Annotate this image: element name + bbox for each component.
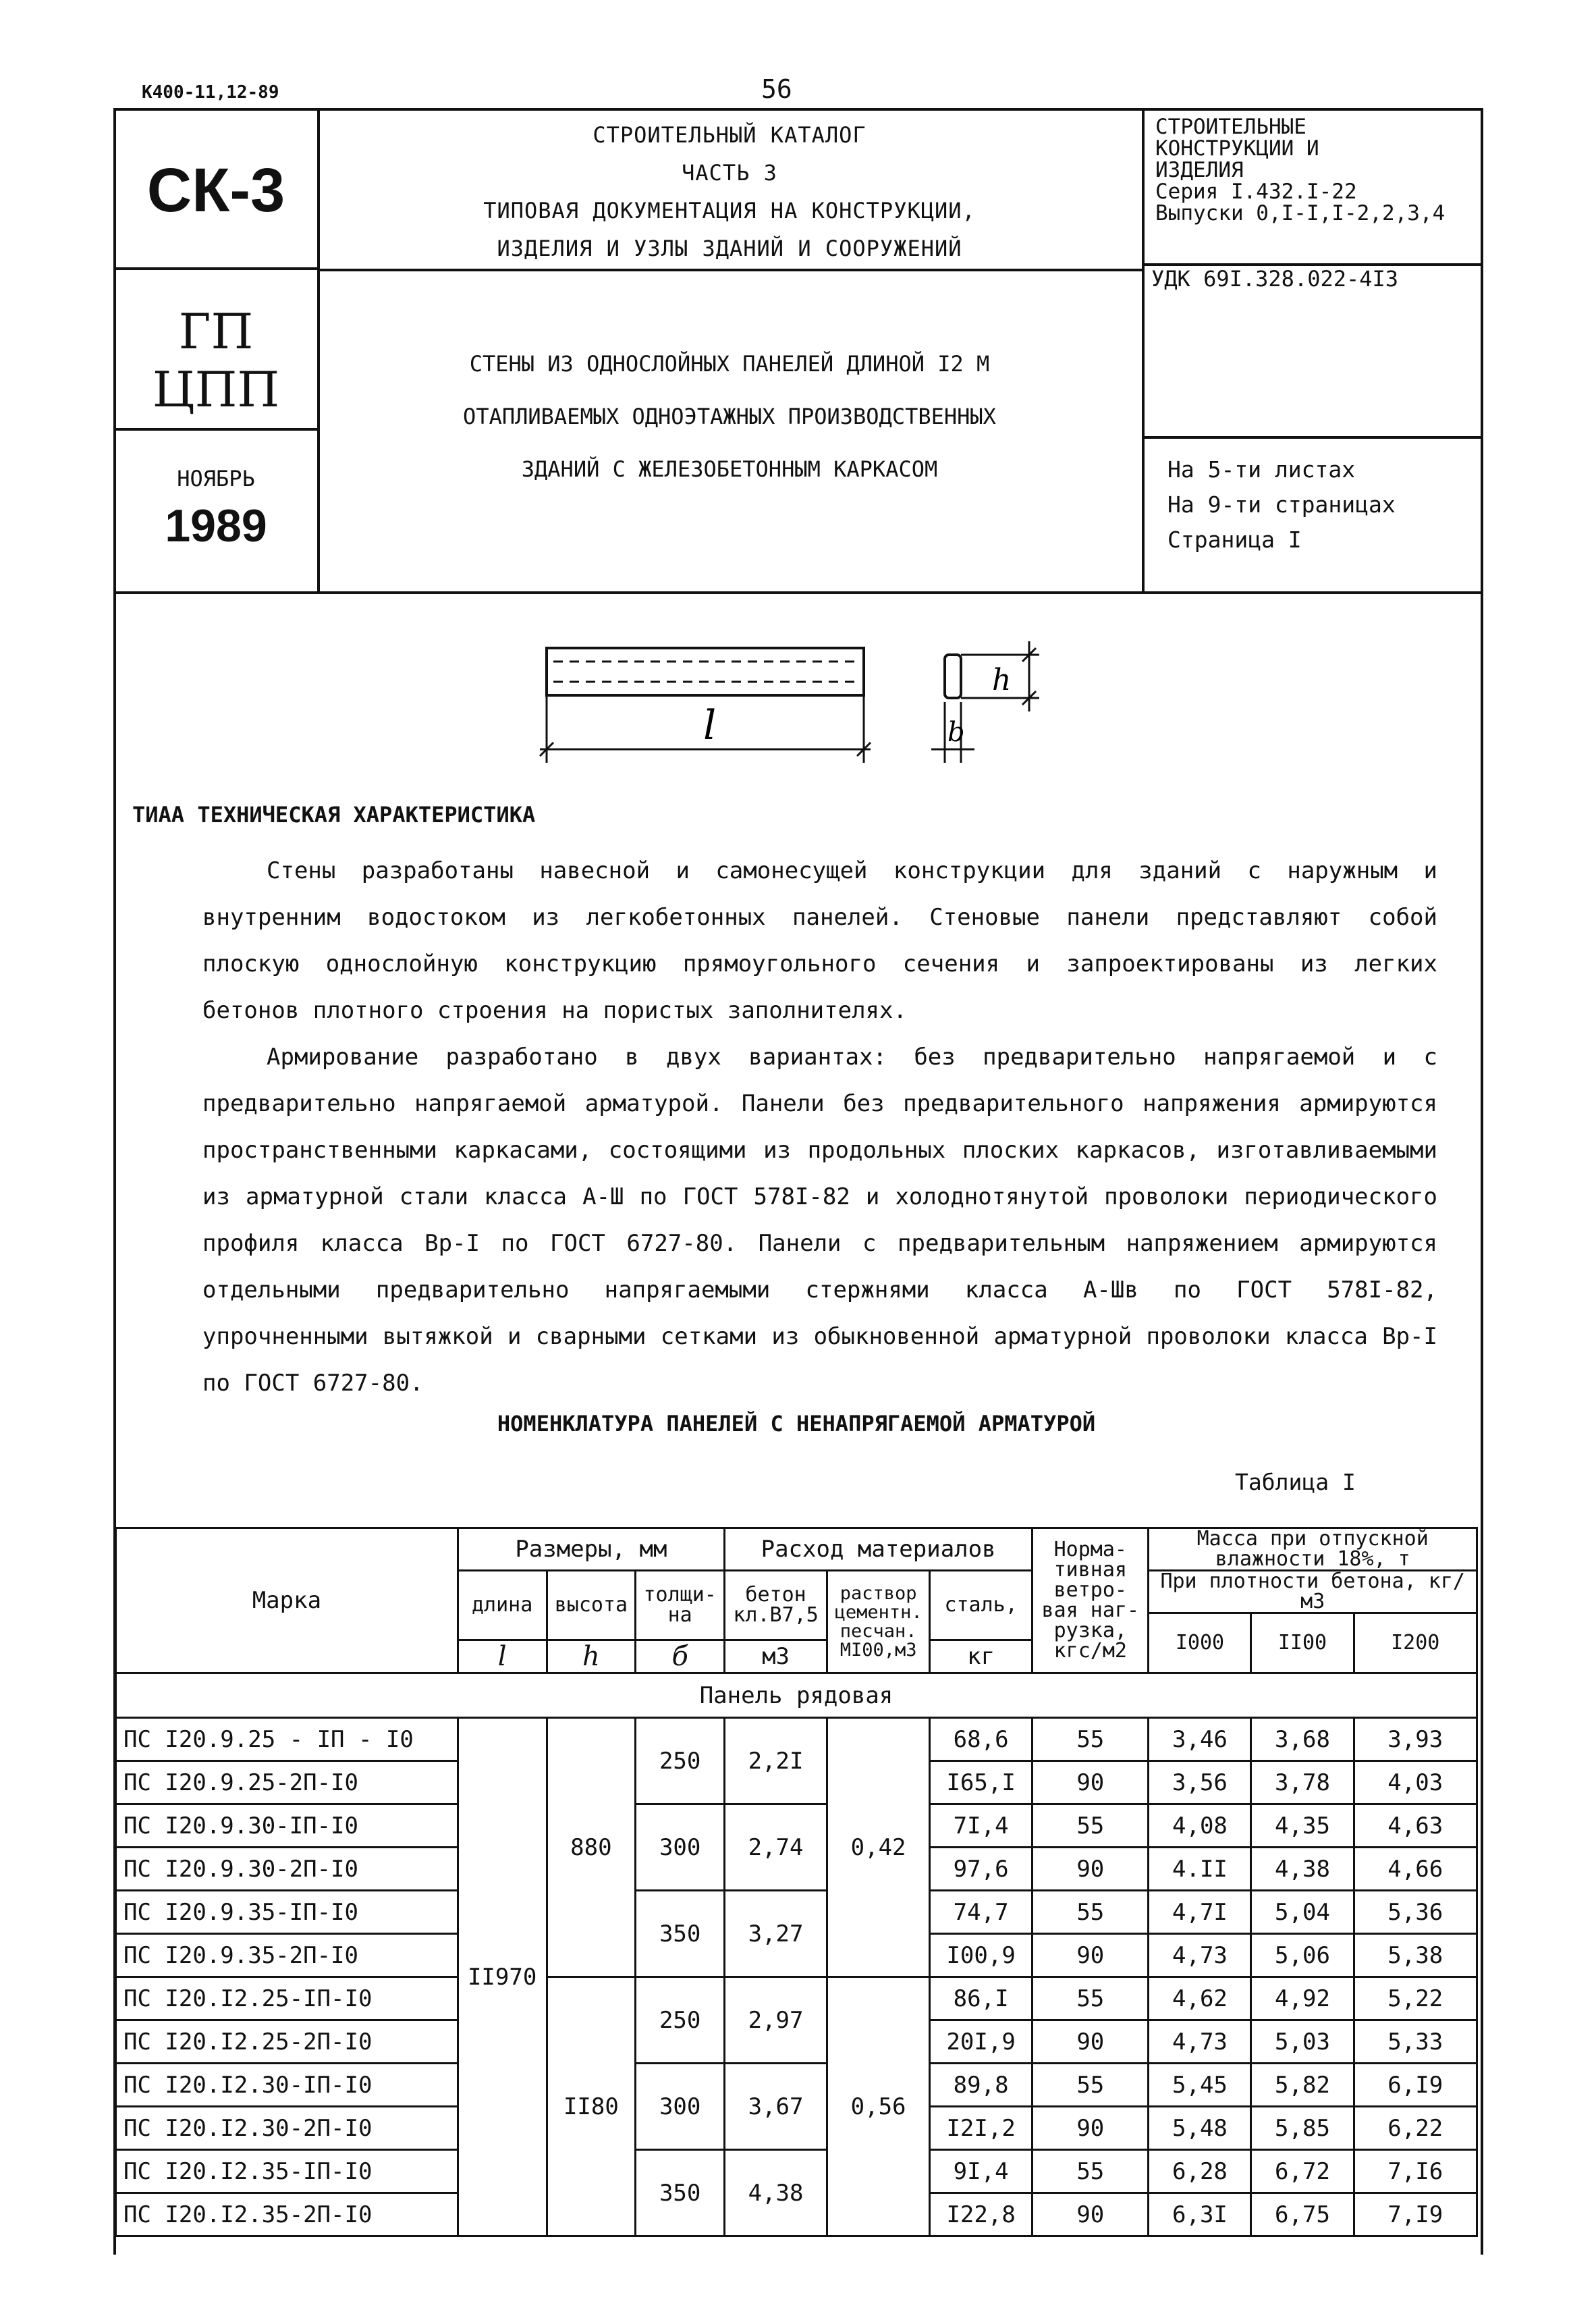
row-wind: 55 xyxy=(1033,1977,1149,2020)
thickness-value: 350 xyxy=(636,1891,725,1977)
panel-drawing xyxy=(526,628,1080,776)
table-row xyxy=(116,1718,1477,1761)
header-length: длина xyxy=(458,1571,547,1640)
row-wind: 55 xyxy=(1033,1891,1149,1934)
row-steel: 20I,9 xyxy=(930,2020,1033,2064)
document-code: К400-11,12-89 xyxy=(142,82,279,103)
thickness-value: 300 xyxy=(636,2064,725,2150)
row-steel: 89,8 xyxy=(930,2064,1033,2107)
row-mass-1200: 5,22 xyxy=(1354,1977,1477,2020)
header-materials: Расход материалов xyxy=(725,1528,1033,1571)
length-value: II970 xyxy=(458,1718,547,2236)
row-wind: 55 xyxy=(1033,1804,1149,1848)
row-mass-1000: 4,7I xyxy=(1149,1891,1251,1934)
table-row xyxy=(116,1891,1477,1934)
header-height: высота xyxy=(547,1571,636,1640)
row-wind: 90 xyxy=(1033,2020,1149,2064)
sheets-block xyxy=(1167,452,1396,558)
paragraph: Стены разработаны навесной и самонесущей конструкции для зданий с наружным и внутренним водостоком из легкобетонных панелей. Стеновые панели представляют собой плоскую однослойную конструкцию прямоугольного сечения и запроектированы из легких бетонов плотного строения на пористых заполнителях. xyxy=(202,857,1437,1024)
series-line: Серия I.432.I-22 xyxy=(1155,180,1357,204)
row-mass-1100: 4,38 xyxy=(1251,1848,1354,1891)
year: 1989 xyxy=(165,500,267,552)
row-mark: ПС I20.9.35-IП-I0 xyxy=(116,1891,458,1934)
mortar-value: 0,42 xyxy=(827,1718,930,1977)
catalog-line: ИЗДЕЛИЯ И УЗЛЫ ЗДАНИЙ И СООРУЖЕНИЙ xyxy=(497,236,962,261)
paragraph: Армирование разработано в двух вариантах: без предварительно напрягаемой и с предварительно напрягаемой арматурой. Панели без предварительного напряжения армируются пространственными каркасами, состоящими из продольных плоских каркасов, изготавливаемыми из арматурной стали класса А-Ш по ГОСТ 578I-82 и холоднотянутой проволоки периодического профиля класса Вр-I по ГОСТ 6727-80. Панели с предварительным напряжением армируются отдельными предварительно напрягаемыми стержнями класса А-Шв по ГОСТ 578I-82, упрочненными вытяжкой и сварными сетками из обыкновенной арматурной проволоки класса Вр-I по ГОСТ 6727-80. xyxy=(202,1044,1437,1397)
group-row: Панель рядовая xyxy=(116,1673,1477,1718)
row-mark: ПС I20.9.25-2П-I0 xyxy=(116,1761,458,1804)
table-row xyxy=(116,1804,1477,1848)
header-thickness: толщи-на xyxy=(636,1571,725,1640)
row-wind: 55 xyxy=(1033,2150,1149,2193)
series-line: СТРОИТЕЛЬНЫЕ xyxy=(1155,115,1306,139)
header-concrete: бетон кл.В7,5 xyxy=(725,1571,827,1640)
udk-code: УДК 69I.328.022-4I3 xyxy=(1151,266,1399,292)
row-steel: I2I,2 xyxy=(930,2107,1033,2150)
height-value: II80 xyxy=(547,1977,636,2236)
table-row xyxy=(116,2150,1477,2193)
document-title xyxy=(320,338,1139,495)
row-mass-1000: 3,46 xyxy=(1149,1718,1251,1761)
row-mass-1100: 6,72 xyxy=(1251,2150,1354,2193)
org-block xyxy=(116,302,316,419)
header-steel: сталь, xyxy=(930,1571,1033,1640)
catalog-line: СТРОИТЕЛЬНЫЙ КАТАЛОГ xyxy=(593,122,866,148)
header-b-symbol: б xyxy=(636,1640,725,1673)
concrete-value: 2,97 xyxy=(725,1977,827,2064)
section-title: ТИАА ТЕХНИЧЕСКАЯ ХАРАКТЕРИСТИКА xyxy=(132,802,536,828)
row-mass-1100: 4,92 xyxy=(1251,1977,1354,2020)
row-wind: 90 xyxy=(1033,2107,1149,2150)
month: НОЯБРЬ xyxy=(177,466,255,491)
org-line: ЦПП xyxy=(152,361,280,418)
catalog-line: ЧАСТЬ 3 xyxy=(682,160,777,186)
row-mass-1000: 6,3I xyxy=(1149,2193,1251,2236)
header-sizes: Размеры, мм xyxy=(458,1528,724,1571)
header-steel-unit: кг xyxy=(930,1640,1033,1673)
title-line: ОТАПЛИВАЕМЫХ ОДНОЭТАЖНЫХ ПРОИЗВОДСТВЕННЫХ xyxy=(463,404,996,429)
thickness-value: 350 xyxy=(636,2150,725,2236)
row-steel: I00,9 xyxy=(930,1934,1033,1977)
row-mass-1200: 7,I9 xyxy=(1354,2193,1477,2236)
row-steel: 74,7 xyxy=(930,1891,1033,1934)
row-mark: ПС I20.9.30-2П-I0 xyxy=(116,1848,458,1891)
org-line: ГП xyxy=(178,303,254,360)
row-mass-1000: 5,45 xyxy=(1149,2064,1251,2107)
header-mass: Масса при отпускной влажности 18%, т xyxy=(1149,1528,1477,1571)
row-mass-1100: 6,75 xyxy=(1251,2193,1354,2236)
row-mass-1200: 5,36 xyxy=(1354,1891,1477,1934)
row-wind: 90 xyxy=(1033,1848,1149,1891)
row-mark: ПС I20.I2.30-2П-I0 xyxy=(116,2107,458,2150)
row-mass-1200: 3,93 xyxy=(1354,1718,1477,1761)
header-mortar: раствор цементн. песчан. МI00,м3 xyxy=(827,1571,930,1673)
header-mark: Марка xyxy=(116,1528,458,1673)
row-mass-1000: 4,73 xyxy=(1149,1934,1251,1977)
height-label: h xyxy=(992,663,1012,697)
header-h-symbol: h xyxy=(547,1640,636,1673)
table-label: Таблица I xyxy=(1235,1469,1356,1495)
row-steel: 68,6 xyxy=(930,1718,1033,1761)
row-mark: ПС I20.9.30-IП-I0 xyxy=(116,1804,458,1848)
concrete-value: 2,2I xyxy=(725,1718,827,1804)
row-mass-1200: 6,22 xyxy=(1354,2107,1477,2150)
series-line: Выпуски 0,I-I,I-2,2,3,4 xyxy=(1155,201,1446,225)
catalog-block xyxy=(320,116,1139,267)
row-mass-1100: 5,03 xyxy=(1251,2020,1354,2064)
row-mass-1000: 4,08 xyxy=(1149,1804,1251,1848)
row-mass-1200: 4,63 xyxy=(1354,1804,1477,1848)
series-line: ИЗДЕЛИЯ xyxy=(1155,158,1244,182)
sheets-line: На 9-ти страницах xyxy=(1167,491,1396,518)
row-steel: 97,6 xyxy=(930,1848,1033,1891)
thickness-value: 250 xyxy=(636,1977,725,2064)
row-mass-1000: 4.II xyxy=(1149,1848,1251,1891)
header-d1: I000 xyxy=(1149,1613,1251,1673)
row-mark: ПС I20.I2.35-2П-I0 xyxy=(116,2193,458,2236)
height-value: 880 xyxy=(547,1718,636,1977)
title-line: ЗДАНИЙ С ЖЕЛЕЗОБЕТОННЫМ КАРКАСОМ xyxy=(521,456,938,482)
header-concrete-unit: м3 xyxy=(725,1640,827,1673)
row-mass-1200: 5,33 xyxy=(1354,2020,1477,2064)
header-l-symbol: l xyxy=(458,1640,547,1673)
header-density: При плотности бетона, кг/м3 xyxy=(1149,1571,1477,1613)
row-steel: 9I,4 xyxy=(930,2150,1033,2193)
row-wind: 90 xyxy=(1033,1934,1149,1977)
row-mass-1100: 3,78 xyxy=(1251,1761,1354,1804)
row-mass-1100: 3,68 xyxy=(1251,1718,1354,1761)
concrete-value: 4,38 xyxy=(725,2150,827,2236)
table-heading: НОМЕНКЛАТУРА ПАНЕЛЕЙ С НЕНАПРЯГАЕМОЙ АРМАТУРОЙ xyxy=(497,1411,1096,1436)
row-mark: ПС I20.I2.25-IП-I0 xyxy=(116,1977,458,2020)
row-mark: ПС I20.I2.30-IП-I0 xyxy=(116,2064,458,2107)
row-mass-1100: 5,06 xyxy=(1251,1934,1354,1977)
header-d3: I200 xyxy=(1354,1613,1477,1673)
row-mark: ПС I20.9.35-2П-I0 xyxy=(116,1934,458,1977)
mortar-value: 0,56 xyxy=(827,1977,930,2236)
row-mass-1100: 5,04 xyxy=(1251,1891,1354,1934)
row-mark: ПС I20.I2.35-IП-I0 xyxy=(116,2150,458,2193)
row-wind: 90 xyxy=(1033,1761,1149,1804)
row-mass-1100: 4,35 xyxy=(1251,1804,1354,1848)
row-mass-1000: 3,56 xyxy=(1149,1761,1251,1804)
row-mass-1200: 4,03 xyxy=(1354,1761,1477,1804)
row-mark: ПС I20.9.25 - IП - I0 xyxy=(116,1718,458,1761)
concrete-value: 3,67 xyxy=(725,2064,827,2150)
row-mark: ПС I20.I2.25-2П-I0 xyxy=(116,2020,458,2064)
title-line: СТЕНЫ ИЗ ОДНОСЛОЙНЫХ ПАНЕЛЕЙ ДЛИНОЙ I2 М xyxy=(469,351,990,377)
row-mass-1200: 6,I9 xyxy=(1354,2064,1477,2107)
row-mass-1200: 5,38 xyxy=(1354,1934,1477,1977)
thickness-value: 250 xyxy=(636,1718,725,1804)
row-wind: 55 xyxy=(1033,2064,1149,2107)
row-mass-1000: 6,28 xyxy=(1149,2150,1251,2193)
row-mass-1000: 4,73 xyxy=(1149,2020,1251,2064)
row-mass-1100: 5,82 xyxy=(1251,2064,1354,2107)
row-wind: 90 xyxy=(1033,2193,1149,2236)
catalog-line: ТИПОВАЯ ДОКУМЕНТАЦИЯ НА КОНСТРУКЦИИ, xyxy=(483,198,976,223)
length-label: l xyxy=(703,702,717,749)
table-row xyxy=(116,1977,1477,2020)
header-wind-load: Норма-тивная ветро-вая наг-рузка, кгс/м2 xyxy=(1033,1528,1149,1673)
row-mass-1000: 4,62 xyxy=(1149,1977,1251,2020)
row-wind: 55 xyxy=(1033,1718,1149,1761)
thickness-label: b xyxy=(947,717,965,748)
row-steel: I65,I xyxy=(930,1761,1033,1804)
table-row xyxy=(116,2064,1477,2107)
row-steel: 7I,4 xyxy=(930,1804,1033,1848)
concrete-value: 3,27 xyxy=(725,1891,827,1977)
thickness-value: 300 xyxy=(636,1804,725,1891)
header-d2: II00 xyxy=(1251,1613,1354,1673)
row-mass-1200: 7,I6 xyxy=(1354,2150,1477,2193)
series-block xyxy=(1155,116,1479,224)
row-steel: 86,I xyxy=(930,1977,1033,2020)
sheets-line: Страница I xyxy=(1167,527,1302,553)
row-steel: I22,8 xyxy=(930,2193,1033,2236)
page-number: 56 xyxy=(761,74,792,104)
row-mass-1200: 4,66 xyxy=(1354,1848,1477,1891)
concrete-value: 2,74 xyxy=(725,1804,827,1891)
sheets-line: На 5-ти листах xyxy=(1167,456,1356,483)
row-mass-1000: 5,48 xyxy=(1149,2107,1251,2150)
row-mass-1100: 5,85 xyxy=(1251,2107,1354,2150)
ck-label: СК-3 xyxy=(146,156,285,225)
series-line: КОНСТРУКЦИИ И xyxy=(1155,136,1319,161)
nomenclature-table xyxy=(115,1527,1478,2237)
